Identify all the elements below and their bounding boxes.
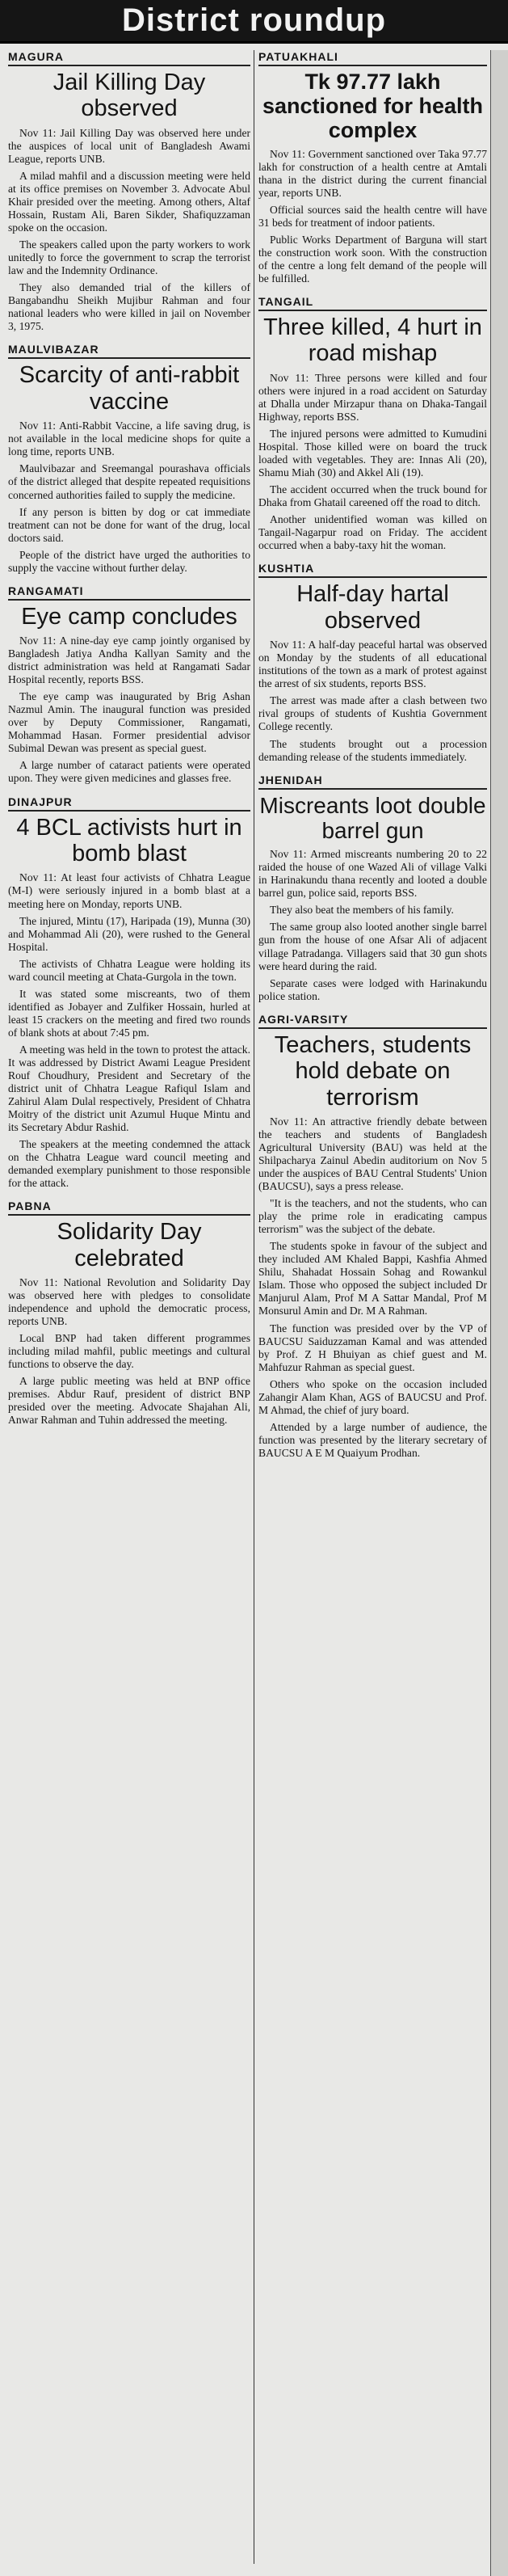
story-paragraph: Nov 11: At least four activists of Chhatra League (M-I) were seriously injured in a bomb blast at a meeting here on Monday, reports UNB. [8, 871, 250, 910]
story-paragraph: Public Works Department of Barguna will start the construction work soon. With the construction of the centre a long felt demand of the people will be fulfilled. [258, 233, 487, 285]
story-paragraph: Nov 11: Anti-Rabbit Vaccine, a life saving drug, is not available in the local medicine shops for quite a long time, reports UNB. [8, 419, 250, 458]
news-story [8, 795, 250, 1191]
story-headline: Teachers, students hold debate on terrorism [274, 1031, 472, 1111]
dateline-place: PATUAKHALI [258, 50, 487, 66]
left-column [8, 50, 250, 1436]
story-paragraph: Nov 11: Three persons were killed and four others were injured in a road accident on Saturday at Dhalla under Mirzapur thana on Dhaka-Tangail Highway, reports BSS. [258, 371, 487, 424]
story-paragraph: Separate cases were lodged with Harinakundu police station. [258, 976, 487, 1002]
story-headline: 4 BCL activists hurt in bomb blast [16, 814, 242, 866]
story-headline: Three killed, 4 hurt in road mishap [263, 314, 482, 367]
story-headline: Jail Killing Day observed [52, 70, 206, 122]
dateline-place: TANGAIL [258, 295, 487, 311]
story-paragraph: The injured, Mintu (17), Haripada (19), Munna (30) and Mohammad Ali (20), were rushed to the General Hospital. [8, 914, 250, 953]
dateline-place: RANGAMATI [8, 584, 250, 601]
story-paragraph: The injured persons were admitted to Kumudini Hospital. Those killed were on board the truck loaded with vegetables. They are: Innas Ali (20), Shamu Miah (30) and Akkel Ali (19). [258, 428, 487, 479]
story-body [8, 127, 250, 333]
story-headline: Eye camp concludes [21, 603, 237, 630]
story-paragraph: They also demanded trial of the killers of Bangabandhu Sheikh Mujibur Rahman and four national leaders who were killed in jail on November 3, 1975. [8, 281, 250, 333]
story-body [258, 1115, 487, 1460]
dateline-place: PABNA [8, 1199, 250, 1216]
dateline-place: AGRI-VARSITY [258, 1013, 487, 1029]
news-story [258, 50, 487, 285]
story-paragraph: The same group also looted another single barrel gun from the house of one Afsar Ali of adjacent village Patradanga. Villagers said that 30 gun shots were heard during the raid. [258, 921, 487, 972]
dateline-place: KUSHTIA [258, 562, 487, 578]
section-title: District roundup [121, 2, 387, 38]
story-headline: Half-day hartal observed [296, 581, 449, 634]
story-paragraph: Another unidentified woman was killed on Tangail-Nagarpur road on Friday. The accident occurred when a baby-taxy hit the woman. [258, 513, 487, 552]
story-paragraph: Maulvibazar and Sreemangal pourashava officials of the district alleged that despite repeated requisitions concerned authorities failed to supply the medicine. [8, 462, 250, 501]
story-body [258, 848, 487, 1002]
story-paragraph: "It is the teachers, and not the students, who can play the prime role in eradicating campus terrorism" was the subject of the debate. [258, 1197, 487, 1236]
news-story [8, 584, 250, 786]
story-paragraph: Nov 11: A nine-day eye camp jointly organised by Bangladesh Jatiya Andha Kallyan Samity and the district administration was held at Rangamati Sadar Hospital recently, reports BSS. [8, 635, 250, 686]
story-paragraph: Nov 11: National Revolution and Solidarity Day was observed here with pledges to consolidate independence and uphold the democratic process, reports UNB. [8, 1276, 250, 1328]
story-paragraph: Local BNP had taken different programmes including milad mahfil, public meetings and cultural functions to observe the day. [8, 1332, 250, 1371]
story-paragraph: Others who spoke on the occasion included Zahangir Alam Khan, AGS of BAUCSU and Prof. M Ahmad, the chief of jury board. [258, 1377, 487, 1416]
story-paragraph: The students brought out a procession demanding release of the students immediately. [258, 737, 487, 763]
story-paragraph: The speakers called upon the party workers to work unitedly to force the government to scrap the terrorist law and the Indemnity Ordinance. [8, 238, 250, 277]
story-headline: Tk 97.77 lakh sanctioned for health complex [262, 70, 484, 143]
story-paragraph: Nov 11: An attractive friendly debate between the teachers and students of Bangladesh Agricultural University (BAU) was held at the Shilpacharya Zainul Abedin auditorium on Nov 5 under the auspices of BAU Central Students' Union (BAUCSU), says a press release. [258, 1115, 487, 1193]
story-paragraph: The arrest was made after a clash between two rival groups of students of Kushtia Government College recently. [258, 694, 487, 733]
dateline-place: JHENIDAH [258, 774, 487, 790]
news-story [258, 295, 487, 552]
story-paragraph: People of the district have urged the authorities to supply the vaccine without further delay. [8, 548, 250, 574]
story-paragraph: Official sources said the health centre will have 31 beds for treatment of indoor patients. [258, 203, 487, 229]
adjacent-page-edge [490, 50, 508, 2576]
story-body [8, 635, 250, 785]
story-paragraph: Nov 11: Armed miscreants numbering 20 to 22 raided the house of one Wazed Ali of village Valki in Harinakundu thana recently and looted a double barrel gun, police said, reports BSS. [258, 848, 487, 900]
section-banner [0, 0, 508, 44]
story-paragraph: Attended by a large number of audience, the function was presented by the literary secretary of BAUCSU A E M Quaiyum Prodhan. [258, 1420, 487, 1459]
dateline-place: MAULVIBAZAR [8, 343, 250, 359]
story-body [8, 419, 250, 574]
right-column [258, 50, 487, 1469]
story-paragraph: The students spoke in favour of the subject and they included AM Khaled Bappi, Kashfia Ahmed Shilu, Shahadat Hossain Sohag and Rowankul Islam. Those who opposed the subject included Dr Manjurul Alam, Prof M A Sattar Mandal, Prof M Monsurul Amin and Dr. M A Rahman. [258, 1240, 487, 1318]
news-story [8, 343, 250, 574]
news-story [8, 1199, 250, 1427]
news-story [8, 50, 250, 333]
story-paragraph: The speakers at the meeting condemned the attack on the Chhatra League ward council meeting and demanded exemplary punishment to those responsible for the attack. [8, 1138, 250, 1190]
story-body [258, 148, 487, 285]
dateline-place: DINAJPUR [8, 795, 250, 812]
story-body [8, 1276, 250, 1427]
story-paragraph: It was stated some miscreants, two of them identified as Jobayer and Zulfiker Hossain, hurled at least 15 crackers on the meeting and fired two rounds of blank shots at about 7:45 pm. [8, 987, 250, 1039]
story-headline: Scarcity of anti-rabbit vaccine [19, 362, 240, 415]
story-paragraph: They also beat the members of his family. [270, 904, 454, 917]
story-body [258, 372, 487, 552]
story-paragraph: If any person is bitten by dog or cat immediate treatment can not be done for want of the drug, local doctors said. [8, 505, 250, 544]
story-paragraph: The activists of Chhatra League were holding its ward council meeting at Chata-Gurgola in the town. [8, 957, 250, 983]
news-story [258, 1013, 487, 1460]
story-body [8, 871, 250, 1190]
story-paragraph: A meeting was held in the town to protest the attack. It was addressed by District Awami League President Rouf Choudhury, President and Secretary of the district unit of Chhatra League Rafiqul Islam and Zahirul Alam Dulal respectively, President of Chhatra Moitry of the district unit Azumul Huque Mintu and its Secretary Abdur Rashid. [8, 1043, 250, 1133]
story-paragraph: A large public meeting was held at BNP office premises. Abdur Rauf, president of district BNP presided over the meeting. Advocate Shajahan Ali, Anwar Rahman and Tuhin addressed the meeting. [8, 1375, 250, 1427]
story-paragraph: Nov 11: Jail Killing Day was observed here under the auspices of local unit of Bangladesh Awami League, reports UNB. [8, 126, 250, 165]
dateline-place: MAGURA [8, 50, 250, 66]
story-paragraph: Nov 11: Government sanctioned over Taka 97.77 lakh for construction of a health centre at Amtali thana in the district during the current financial year, reports UNB. [258, 147, 487, 199]
story-headline: Solidarity Day celebrated [57, 1219, 202, 1271]
story-paragraph: The eye camp was inaugurated by Brig Ashan Nazmul Amin. The inaugural function was presided over by Deputy Commissioner, Rangamati, Mohammad Hasan. Former presidential advisor Subimal Dewan was present as special guest. [8, 690, 250, 755]
story-paragraph: The accident occurred when the truck bound for Dhaka from Ghatail careened off the road to ditch. [258, 483, 487, 509]
story-paragraph: The function was presided over by the VP of BAUCSU Saiduzzaman Kamal and was attended by Prof. Z H Bhuiyan as chief guest and M. Mahfuzur Rahman as special guest. [258, 1322, 487, 1373]
story-paragraph: Nov 11: A half-day peaceful hartal was observed on Monday by the students of all educational institutions of the town as a mark of protest against the arrest of six students, reports BSS. [258, 639, 487, 690]
news-story [258, 562, 487, 763]
story-paragraph: A large number of cataract patients were operated upon. They were given medicines and glasses free. [8, 759, 250, 785]
story-headline: Miscreants loot double barrel gun [259, 792, 486, 843]
story-body [258, 639, 487, 763]
news-story [258, 774, 487, 1003]
story-paragraph: A milad mahfil and a discussion meeting were held at its office premises on November 3. Advocate Abul Khair presided over the meeting. Among others, Altaf Hossain, Rustam Ali, Baren Sikder, Shafiquzzaman spoke on the occasion. [8, 170, 250, 234]
